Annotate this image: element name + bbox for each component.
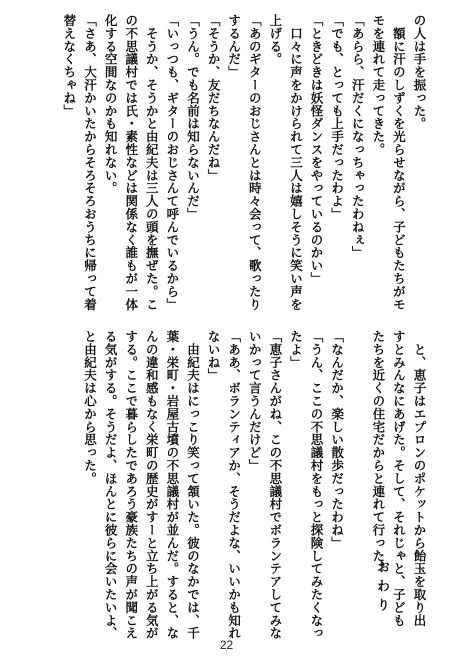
text-line: 「さあ、大汗かいたからそろそろおうちに帰って着 [82, 14, 98, 311]
text-line: 上げる。 [267, 14, 283, 66]
text-line: 「ときどきは妖怪ダンスをやっているのかい」 [309, 14, 325, 285]
text-line: たよ」 [288, 330, 304, 369]
text-line: と由紀夫は心から思った。 [82, 330, 98, 485]
text-line: 「あらら、汗だくになっちゃったわねぇ」 [350, 14, 366, 260]
text-line: 「そうか、友だちなんだね」 [206, 14, 222, 182]
text-line: 「でも、とっても上手だったわよ」 [329, 14, 345, 221]
end-mark: おわり [374, 560, 389, 617]
text-line: と、恵子はエプロンのポケットから飴玉を取り出 [412, 330, 427, 627]
text-line: 口々に声をかけられて三人は嬉しそうに笑い声を [288, 14, 304, 311]
text-line: ないね」 [206, 330, 222, 382]
text-line: 葉・栄町・岩屋古墳の不思議村が並んだ。すると、な [164, 330, 180, 640]
text-line: 「うん。でも名前は知らないんだ」 [185, 14, 201, 221]
upper-text-block [58, 14, 429, 311]
page-number: 22 [219, 638, 234, 652]
text-line: んの違和感もなく栄町の歴史がすーと立ち上がる気が [144, 330, 160, 640]
text-line: の人は手を振った。 [412, 14, 427, 131]
text-line: いかって言うんだけど」 [247, 330, 263, 472]
text-line: る気がする。そうだよ、ほんとに彼らに会いたいよ、 [103, 330, 119, 640]
text-line: 「恵子さんがね、この不思議村でボランテアしてみな [267, 330, 283, 640]
text-line: 「うん、ここの不思議村をもっと探険してみたくなっ [309, 330, 325, 640]
text-line: 「なんだか、楽しい散歩だったわね」 [329, 330, 345, 550]
text-line: 「あのギターのおじさんとは時々会って、歌ったり [247, 14, 263, 311]
text-line: の不思議村では氏・素性などは関係なく誰もが一体 [123, 14, 139, 311]
text-line: 由紀夫はにっこり笑って頷いた。彼のなかでは、千 [185, 330, 201, 640]
text-line: たちを近くの住宅だからと連れて行った。 [370, 330, 386, 576]
text-line: 額に汗のしずくを光らせながら、子どもたちがモ [391, 14, 407, 311]
text-line: 「いっつも、ギターのおじさんて呼んでいるから」 [164, 14, 180, 311]
text-line: 化する空間なのかも知れない。 [103, 14, 119, 195]
text-line [347, 330, 368, 620]
text-line: そうか、そうかと由紀夫は三人の頭を撫ぜた。こ [144, 14, 160, 311]
text-line: 「ああ、ボランティアか、そうだよな、いいかも知れ [226, 330, 242, 640]
text-line: 替えなくちゃね」 [61, 14, 77, 118]
text-line: モを連れて走ってきた。 [370, 14, 386, 156]
text-line: すとみんなにあげた。そして、それじゃと、子ども [391, 330, 407, 627]
text-line: するんだ」 [226, 14, 242, 79]
text-line: する。ここで暮らしたであろう豪族たちの声が聞こえ [123, 330, 139, 640]
